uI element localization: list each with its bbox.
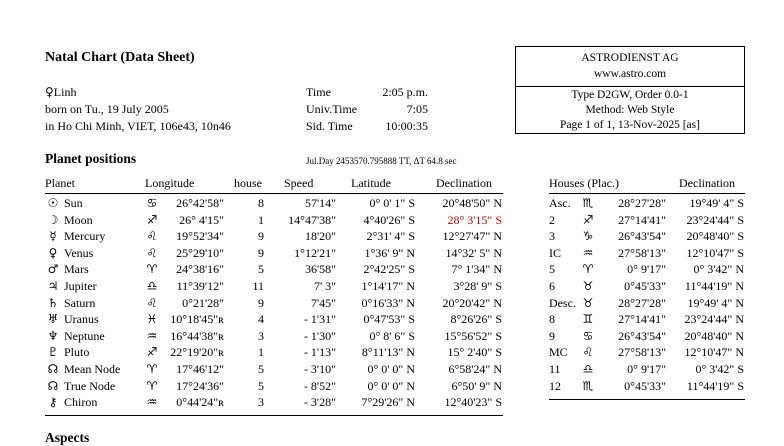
house-longitude: 27°14'41" xyxy=(618,212,666,227)
zodiac-sign-icon: ♎ xyxy=(146,279,158,293)
header-longitude: Longitude xyxy=(145,176,195,190)
planet-glyph-icon: ♂ xyxy=(47,262,59,277)
planet-name: Neptune xyxy=(64,328,105,343)
birth-place: in Ho Chi Minh, VIET, 106e43, 10n46 xyxy=(45,119,231,133)
planet-latitude: 7°29'26" N xyxy=(361,395,415,410)
planet-latitude: 0° 0' 1" S xyxy=(369,196,415,210)
planet-declination: 15°56'52" S xyxy=(444,328,502,343)
house-declination: 0° 3'42" N xyxy=(693,262,744,277)
planet-declination: 6°58'24" N xyxy=(448,362,502,376)
zodiac-sign-icon: ♌ xyxy=(582,345,594,360)
house-longitude: 28°27'28" xyxy=(618,196,666,210)
planet-glyph-icon: ☽ xyxy=(47,212,59,227)
planet-latitude: 2°31' 4" S xyxy=(366,229,415,244)
table-row xyxy=(0,262,784,277)
page-info: Page 1 of 1, 13-Nov-2025 [as] xyxy=(560,119,700,131)
birth-date: born on Tu., 19 July 2005 xyxy=(45,102,169,116)
planet-speed: - 3'28" xyxy=(303,395,336,410)
planet-latitude: 0° 0' 0" N xyxy=(367,378,415,393)
planet-longitude: 19°52'34" xyxy=(176,229,224,244)
zodiac-sign-icon: ♏ xyxy=(582,196,594,210)
planet-speed: - 1'13" xyxy=(303,345,336,360)
person-name xyxy=(45,85,76,100)
planet-latitude: 0°47'53" S xyxy=(363,312,415,327)
house-longitude: 0°45'33" xyxy=(624,378,666,393)
zodiac-sign-icon: ♈ xyxy=(582,262,594,277)
planet-speed: 36'58" xyxy=(304,262,336,277)
house-longitude: 28°27'28" xyxy=(618,295,666,310)
zodiac-sign-icon: ♈ xyxy=(146,262,158,277)
table-row xyxy=(0,345,784,360)
house-declination: 20°48'40" S xyxy=(686,229,744,244)
planet-speed: 7' 3" xyxy=(313,279,336,293)
zodiac-sign-icon: ♋ xyxy=(146,196,158,210)
zodiac-sign-icon: ♏ xyxy=(582,378,594,393)
header-house-declination: Declination xyxy=(679,176,735,190)
planet-glyph-icon: ♀ xyxy=(48,245,58,260)
zodiac-sign-icon: ♑ xyxy=(582,229,594,244)
zodiac-sign-icon: ♐ xyxy=(582,212,594,227)
zodiac-sign-icon: ♋ xyxy=(582,328,594,343)
planet-longitude: 0°21'28" xyxy=(182,295,224,310)
planet-latitude: 0° 8' 6" S xyxy=(369,328,415,343)
zodiac-sign-icon: ♒ xyxy=(146,328,158,343)
astrodienst-info-box xyxy=(515,46,745,134)
planet-house: 11 xyxy=(252,279,264,293)
planet-declination: 7° 1'34" N xyxy=(451,262,502,277)
house-name: Asc. xyxy=(549,196,571,210)
planet-speed: 7'45" xyxy=(310,295,336,310)
table-row xyxy=(0,312,784,327)
house-name: 11 xyxy=(549,362,561,376)
planet-longitude: 16°44'38"ʀ xyxy=(170,328,224,343)
planet-house: 5 xyxy=(258,378,264,393)
planet-latitude: 0° 0' 0" N xyxy=(367,362,415,376)
house-declination: 20°48'40" N xyxy=(684,328,744,343)
planet-name: Mean Node xyxy=(64,362,121,376)
house-longitude: 26°43'54" xyxy=(618,229,666,244)
planet-speed: - 1'30" xyxy=(303,328,336,343)
house-longitude: 27°58'13" xyxy=(618,345,666,360)
table-row xyxy=(0,246,784,261)
planet-name: Mercury xyxy=(64,229,106,244)
planet-house: 5 xyxy=(258,362,264,376)
planet-declination: 28° 3'15" S xyxy=(447,212,502,227)
house-declination: 11°44'19" N xyxy=(684,279,744,293)
julian-day: Jul.Day 2453570.795888 TT, ΔT 64.8 sec xyxy=(306,156,457,166)
house-declination: 19°49' 4" N xyxy=(687,295,744,310)
table-row xyxy=(0,379,784,394)
page-title: Natal Chart (Data Sheet) xyxy=(45,50,195,65)
time-value: 2:05 p.m. xyxy=(382,85,428,99)
house-longitude: 27°58'13" xyxy=(618,245,666,260)
planet-latitude: 1°36' 9" N xyxy=(364,245,415,260)
planet-house: 9 xyxy=(258,245,264,260)
box-divider xyxy=(516,86,744,87)
planet-declination: 14°32' 5" N xyxy=(445,245,502,260)
time-value: 10:00:35 xyxy=(385,119,428,133)
house-name: Desc. xyxy=(549,295,576,310)
zodiac-sign-icon: ♎ xyxy=(582,362,594,376)
house-declination: 12°10'47" S xyxy=(686,245,744,260)
planet-longitude: 17°24'36" xyxy=(176,378,224,393)
planet-house: 1 xyxy=(258,345,264,360)
zodiac-sign-icon: ♒ xyxy=(582,245,594,260)
planet-house: 1 xyxy=(258,212,264,227)
house-longitude: 0°45'33" xyxy=(624,279,666,293)
time-value: 7:05 xyxy=(406,102,428,116)
planet-declination: 20°48'50" N xyxy=(442,196,502,210)
planet-latitude: 4°40'26" S xyxy=(363,212,415,227)
planet-header-rule xyxy=(45,193,503,194)
house-longitude: 27°14'41" xyxy=(618,312,666,327)
house-longitude: 26°43'54" xyxy=(618,328,666,343)
planet-speed: - 8'52" xyxy=(303,378,336,393)
planet-glyph-icon: ☊ xyxy=(47,378,59,393)
planet-longitude: 10°18'45"ʀ xyxy=(170,312,224,327)
house-name: 3 xyxy=(549,229,555,244)
planet-house: 9 xyxy=(258,229,264,244)
planet-speed: - 1'31" xyxy=(303,312,336,327)
house-bottom-rule xyxy=(549,399,745,400)
header-speed: Speed xyxy=(284,176,314,190)
planet-longitude: 17°46'12" xyxy=(176,362,224,376)
planet-name: True Node xyxy=(64,378,116,393)
zodiac-sign-icon: ♐ xyxy=(146,345,158,360)
house-name: MC xyxy=(549,345,568,360)
header-house: house xyxy=(234,176,262,190)
planet-longitude: 22°19'20"ʀ xyxy=(170,345,224,360)
planet-name: Sun xyxy=(64,196,83,210)
planet-longitude: 24°38'16" xyxy=(176,262,224,277)
house-name: 8 xyxy=(549,312,555,327)
planet-declination: 12°40'23" S xyxy=(444,395,502,410)
house-declination: 23°24'44" N xyxy=(684,312,744,327)
house-header-rule xyxy=(549,193,745,194)
aspects-title: Aspects xyxy=(45,430,90,445)
female-icon: ♀ xyxy=(45,85,54,99)
planet-longitude: 26°42'58" xyxy=(176,196,224,210)
planet-speed: 57'14" xyxy=(304,196,336,210)
zodiac-sign-icon: ♒ xyxy=(146,395,158,410)
table-row xyxy=(0,196,784,211)
planet-declination: 6°50' 9" N xyxy=(451,378,502,393)
planet-name: Uranus xyxy=(64,312,99,327)
zodiac-sign-icon: ♌ xyxy=(146,229,158,244)
planet-house: 3 xyxy=(258,328,264,343)
planet-longitude: 25°29'10" xyxy=(176,245,224,260)
planet-declination: 15° 2'40" S xyxy=(447,345,502,360)
zodiac-sign-icon: ♐ xyxy=(146,212,158,227)
planet-declination: 20°20'42" N xyxy=(442,295,502,310)
planet-bottom-rule xyxy=(45,415,503,416)
person-name-text: Linh xyxy=(53,85,77,99)
table-row xyxy=(0,296,784,311)
planet-speed: 14°47'38" xyxy=(288,212,336,227)
zodiac-sign-icon: ♌ xyxy=(146,245,158,260)
planet-name: Pluto xyxy=(64,345,90,360)
house-name: 2 xyxy=(549,212,555,227)
planet-glyph-icon: ☊ xyxy=(47,362,59,376)
company-name: ASTRODIENST AG xyxy=(581,52,679,64)
planet-house: 9 xyxy=(258,295,264,310)
house-declination: 19°49' 4" S xyxy=(689,196,744,210)
zodiac-sign-icon: ♈ xyxy=(146,362,158,376)
planet-declination: 8°26'26" S xyxy=(450,312,502,327)
zodiac-sign-icon: ♌ xyxy=(146,295,158,310)
table-row xyxy=(0,229,784,244)
planet-glyph-icon: ♅ xyxy=(47,312,59,327)
planet-name: Jupiter xyxy=(64,279,97,293)
header-planet: Planet xyxy=(45,176,75,190)
zodiac-sign-icon: ♈ xyxy=(146,378,158,393)
zodiac-sign-icon: ♊ xyxy=(582,312,594,327)
planet-glyph-icon: ♄ xyxy=(47,295,59,310)
time-label: Sid. Time xyxy=(306,119,353,133)
house-longitude: 0° 9'17" xyxy=(627,362,666,376)
time-label: Time xyxy=(306,85,331,99)
planet-house: 5 xyxy=(258,262,264,277)
planet-name: Saturn xyxy=(64,295,96,310)
planet-latitude: 1°14'17" N xyxy=(361,279,415,293)
planet-house: 3 xyxy=(258,395,264,410)
house-name: 9 xyxy=(549,328,555,343)
planet-glyph-icon: ♇ xyxy=(47,345,59,360)
house-name: 5 xyxy=(549,262,555,277)
house-longitude: 0° 9'17" xyxy=(627,262,666,277)
table-row xyxy=(0,362,784,377)
planet-speed: - 3'10" xyxy=(303,362,336,376)
planet-speed: 18'20" xyxy=(304,229,336,244)
house-name: IC xyxy=(549,245,561,260)
zodiac-sign-icon: ♉ xyxy=(582,295,594,310)
house-declination: 11°44'19" S xyxy=(686,378,744,393)
planet-latitude: 0°16'33" N xyxy=(361,295,415,310)
planet-name: Mars xyxy=(64,262,89,277)
planet-glyph-icon: ☿ xyxy=(49,229,57,244)
planet-glyph-icon: ♃ xyxy=(47,279,59,293)
planet-longitude: 26° 4'15" xyxy=(179,212,224,227)
planet-glyph-icon: ♆ xyxy=(47,328,59,343)
planet-house: 8 xyxy=(258,196,264,210)
house-declination: 12°10'47" N xyxy=(684,345,744,360)
table-row xyxy=(0,395,784,410)
table-row xyxy=(0,213,784,228)
table-row xyxy=(0,279,784,294)
chart-method: Method: Web Style xyxy=(585,104,675,116)
planet-declination: 3°28' 9" S xyxy=(453,279,502,293)
zodiac-sign-icon: ♉ xyxy=(582,279,594,293)
planet-house: 4 xyxy=(258,312,264,327)
planet-name: Venus xyxy=(64,245,94,260)
house-name: 6 xyxy=(549,279,555,293)
planet-latitude: 8°11'13" N xyxy=(361,345,415,360)
planet-name: Chiron xyxy=(64,395,98,410)
planet-speed: 1°12'21" xyxy=(294,245,336,260)
planet-positions-title: Planet positions xyxy=(45,151,137,166)
planet-latitude: 2°42'25" S xyxy=(363,262,415,277)
house-name: 12 xyxy=(549,378,561,393)
company-url: www.astro.com xyxy=(593,68,667,80)
house-declination: 0° 3'42" S xyxy=(695,362,744,376)
house-declination: 23°24'44" S xyxy=(686,212,744,227)
planet-glyph-icon: ⚷ xyxy=(48,395,58,410)
chart-type: Type D2GW, Order 0.0-1 xyxy=(571,89,689,101)
header-latitude: Latitude xyxy=(351,176,391,190)
planet-declination: 12°27'47" N xyxy=(442,229,502,244)
planet-name: Moon xyxy=(64,212,93,227)
header-declination: Declination xyxy=(436,176,492,190)
header-houses: Houses (Plac.) xyxy=(549,176,619,190)
table-row xyxy=(0,329,784,344)
planet-glyph-icon: ☉ xyxy=(47,196,59,210)
time-label: Univ.Time xyxy=(306,102,358,116)
planet-longitude: 0°44'24"ʀ xyxy=(176,395,224,410)
zodiac-sign-icon: ♓ xyxy=(146,312,158,327)
planet-longitude: 11°39'12" xyxy=(176,279,224,293)
